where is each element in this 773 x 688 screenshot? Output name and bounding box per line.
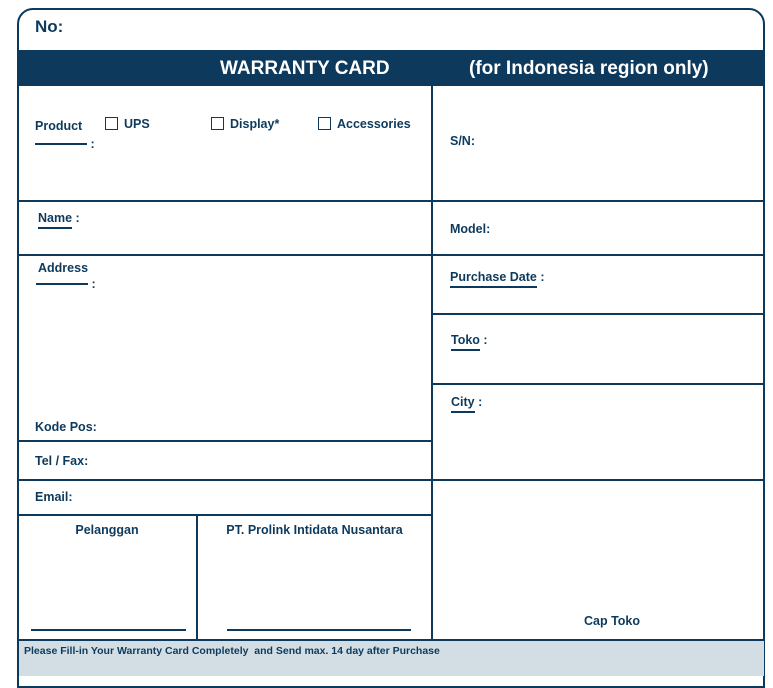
product-colon: :	[35, 137, 95, 151]
product-label: Product	[35, 119, 83, 133]
address-field[interactable]: :	[36, 277, 96, 291]
divider	[17, 254, 765, 256]
checkbox[interactable]	[211, 117, 224, 130]
option-display[interactable]: Display*	[211, 117, 279, 131]
purchase-date-field[interactable]: Purchase Date :	[450, 270, 545, 284]
customer-signature-label: Pelanggan	[75, 523, 139, 537]
divider	[17, 440, 432, 442]
option-accessories[interactable]: Accessories	[318, 117, 411, 131]
divider	[17, 514, 432, 516]
email-field[interactable]: Email:	[35, 490, 73, 504]
name-field[interactable]: Name :	[38, 211, 80, 225]
region-note: (for Indonesia region only)	[469, 58, 709, 79]
checkbox[interactable]	[318, 117, 331, 130]
divider	[17, 200, 765, 202]
header-band	[17, 50, 765, 86]
sn-field[interactable]: S/N:	[450, 134, 475, 148]
company-signature-label: PT. Prolink Intidata Nusantara	[226, 523, 403, 537]
customer-signature-line[interactable]	[31, 629, 186, 631]
tel-fax-field[interactable]: Tel / Fax:	[35, 454, 89, 468]
column-divider	[431, 86, 433, 641]
city-field[interactable]: City :	[451, 395, 482, 409]
store-stamp-label: Cap Toko	[584, 614, 641, 628]
checkbox[interactable]	[105, 117, 118, 130]
warranty-card	[17, 8, 765, 688]
model-field[interactable]: Model:	[450, 222, 491, 236]
divider	[432, 383, 765, 385]
address-label: Address	[38, 261, 89, 275]
footer-note: Please Fill-in Your Warranty Card Completely and Send max. 14 day after Purchase	[24, 645, 440, 657]
number-label: No:	[35, 17, 64, 36]
divider	[17, 479, 765, 481]
footer-note-bar	[19, 641, 764, 676]
card-title: WARRANTY CARD	[220, 58, 390, 79]
toko-field[interactable]: Toko :	[451, 333, 488, 347]
option-ups[interactable]: UPS	[105, 117, 150, 131]
divider	[432, 313, 765, 315]
kode-pos-field[interactable]: Kode Pos:	[35, 420, 97, 434]
company-signature-line[interactable]	[227, 629, 411, 631]
